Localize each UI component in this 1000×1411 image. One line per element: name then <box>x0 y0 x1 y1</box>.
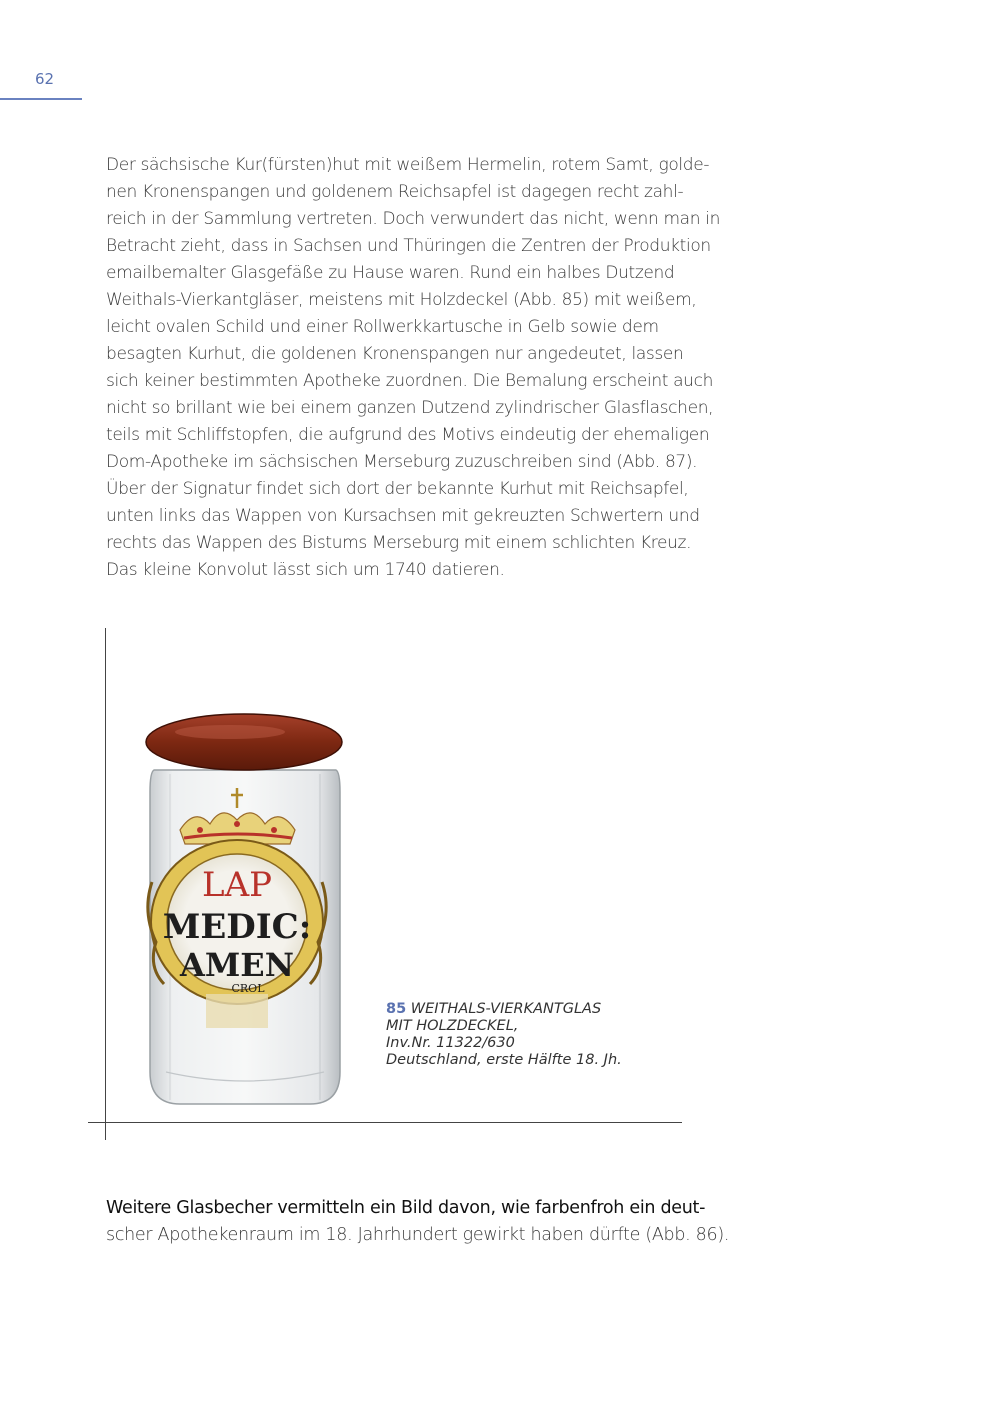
body-line: Das kleine Konvolut lässt sich um 1740 datieren. <box>106 560 505 580</box>
body-line: nen Kronenspangen und goldenem Reichsapfel ist dagegen recht zahl- <box>106 182 684 202</box>
body-line: Betracht zieht, dass in Sachsen und Thüringen die Zentren der Produktion <box>106 236 711 256</box>
page-number: 62 <box>35 70 55 88</box>
body-line: Der sächsische Kur(fürsten)hut mit weißem Hermelin, rotem Samt, golde- <box>106 155 710 175</box>
body-line: sich keiner bestimmten Apotheke zuordnen. Die Bemalung erscheint auch <box>106 371 714 391</box>
jar-label-line4: CROL <box>231 982 265 995</box>
body-line: Weithals-Vierkantgläser, meistens mit Holzdeckel (Abb. 85) mit weißem, <box>106 290 697 310</box>
body-line: nicht so brillant wie bei einem ganzen Dutzend zylindrischer Glasflaschen, <box>106 398 714 418</box>
figure-inventory: Inv.Nr. 11322/630 <box>386 1035 515 1051</box>
page-number-rule <box>0 98 82 100</box>
apothecary-jar-image <box>140 712 350 1112</box>
closing-paragraph <box>106 1195 786 1249</box>
body-line: Dom-Apotheke im sächsischen Merseburg zuzuschreiben sind (Abb. 87). <box>106 452 698 472</box>
caption-title-line1 <box>386 1001 622 1018</box>
figure-number: 85 <box>386 1001 407 1017</box>
body-line: reich in der Sammlung vertreten. Doch verwundert das nicht, wenn man in <box>106 209 720 229</box>
jar-label-line1: LAP <box>201 865 273 905</box>
figure-title-2: MIT HOLZDECKEL, <box>386 1018 519 1034</box>
jar-label-line2: MEDIC: <box>162 907 312 947</box>
body-line: teils mit Schliffstopfen, die aufgrund des Motivs eindeutig der ehemaligen <box>106 425 710 445</box>
body-line: leicht ovalen Schild und einer Rollwerkkartusche in Gelb sowie dem <box>106 317 659 337</box>
body-line: Über der Signatur findet sich dort der bekannte Kurhut mit Reichsapfel, <box>106 479 689 499</box>
jar-label-line3: AMEN <box>180 946 294 984</box>
body-paragraph <box>106 152 766 584</box>
body-line: emailbemalter Glasgefäße zu Hause waren. Rund ein halbes Dutzend <box>106 263 675 283</box>
figure-origin: Deutschland, erste Hälfte 18. Jh. <box>386 1052 622 1068</box>
figure-title-1: WEITHALS-VIERKANTGLAS <box>410 1001 602 1017</box>
closing-line-1: Weitere Glasbecher vermitteln ein Bild davon, wie farbenfroh ein deut- <box>106 1198 706 1218</box>
jar-lid <box>146 714 342 770</box>
body-line: besagten Kurhut, die goldenen Kronenspangen nur angedeutet, lassen <box>106 344 684 364</box>
figure-caption <box>386 1001 622 1069</box>
body-line: rechts das Wappen des Bistums Merseburg mit einem schlichten Kreuz. <box>106 533 692 553</box>
closing-line-2: scher Apothekenraum im 18. Jahrhundert gewirkt haben dürfte (Abb. 86). <box>106 1225 730 1245</box>
figure-horizontal-rule <box>88 1122 682 1123</box>
figure-vertical-rule <box>105 628 106 1140</box>
body-line: unten links das Wappen von Kursachsen mit gekreuzten Schwertern und <box>106 506 700 526</box>
